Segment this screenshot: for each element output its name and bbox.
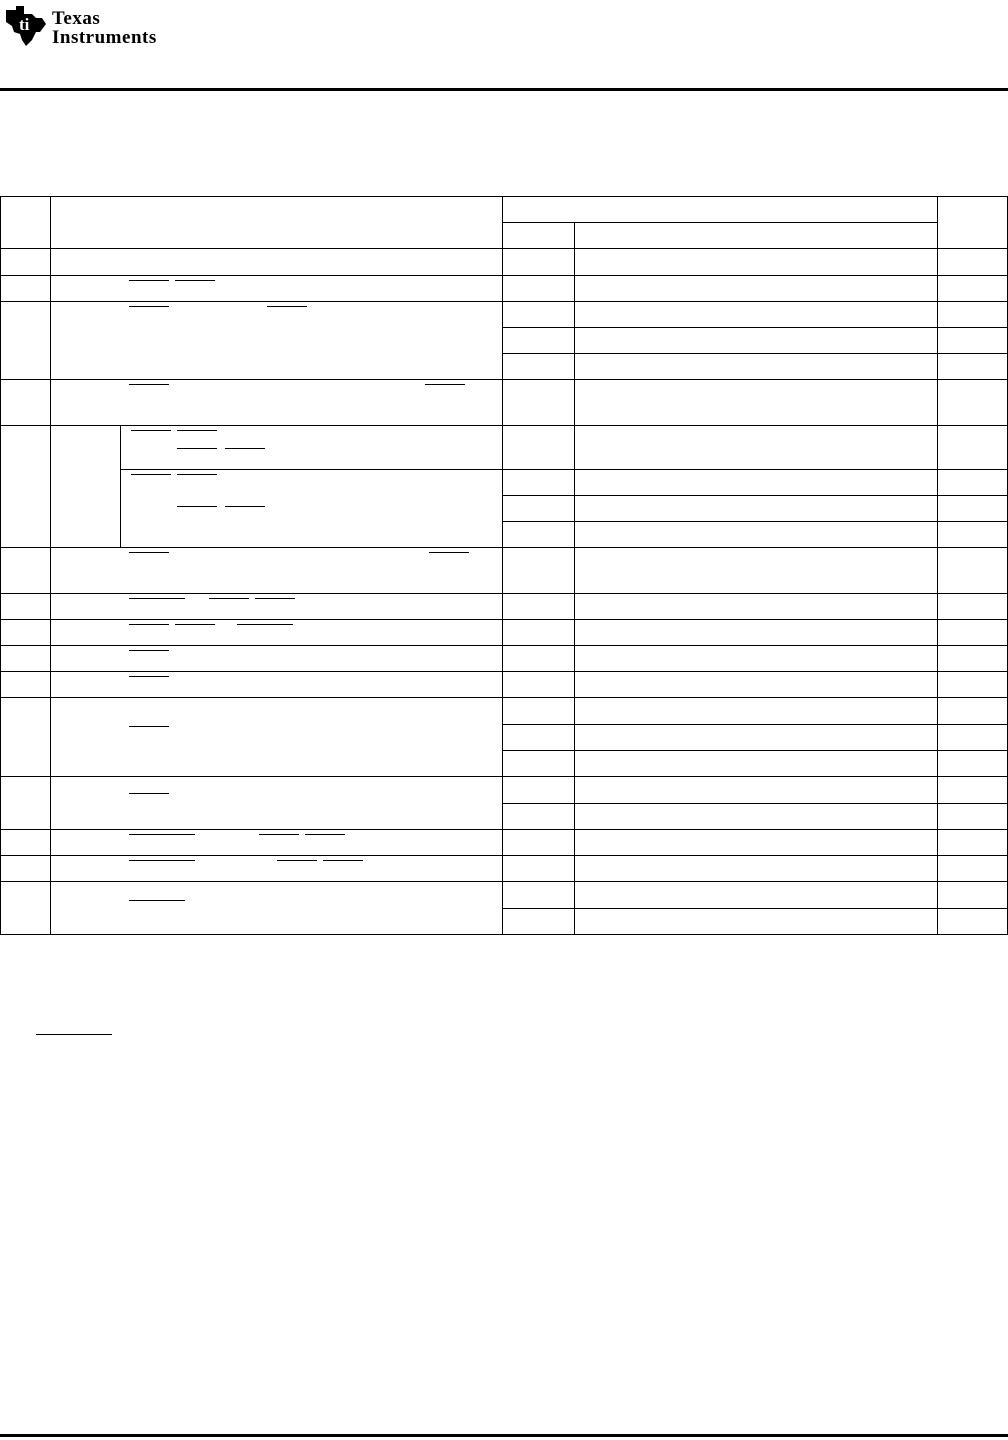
table-row [1, 856, 1008, 882]
table-row [1, 620, 1008, 646]
footer-rule [0, 1434, 1008, 1437]
table-row [1, 594, 1008, 620]
svg-text:ti: ti [19, 15, 30, 34]
header-cell-group [503, 197, 938, 223]
header-cell-no [1, 197, 51, 249]
table-row [1, 882, 1008, 909]
table-row [1, 276, 1008, 302]
header-cell-max [575, 223, 938, 249]
header-cell-unit [938, 197, 1008, 249]
table-row [1, 672, 1008, 698]
ti-state-logo-icon [2, 4, 48, 48]
logo-word-texas: Texas [52, 8, 101, 29]
page-header [0, 0, 1008, 90]
table-row [1, 302, 1008, 328]
table-row [1, 470, 1008, 496]
table-row [1, 426, 1008, 470]
timing-table [0, 196, 1007, 935]
table-header-row [1, 197, 1008, 223]
ti-logo [2, 4, 192, 48]
header-cell-parameter [51, 197, 503, 249]
footnote-link[interactable] [36, 1034, 112, 1035]
table-row [1, 777, 1008, 804]
table-row [1, 249, 1008, 276]
header-cell-min [503, 223, 575, 249]
logo-word-instruments: Instruments [52, 27, 157, 48]
table-row [1, 830, 1008, 856]
table-row [1, 698, 1008, 725]
table-row [1, 380, 1008, 426]
table-row [1, 548, 1008, 594]
header-rule [0, 88, 1008, 91]
table-row [1, 646, 1008, 672]
